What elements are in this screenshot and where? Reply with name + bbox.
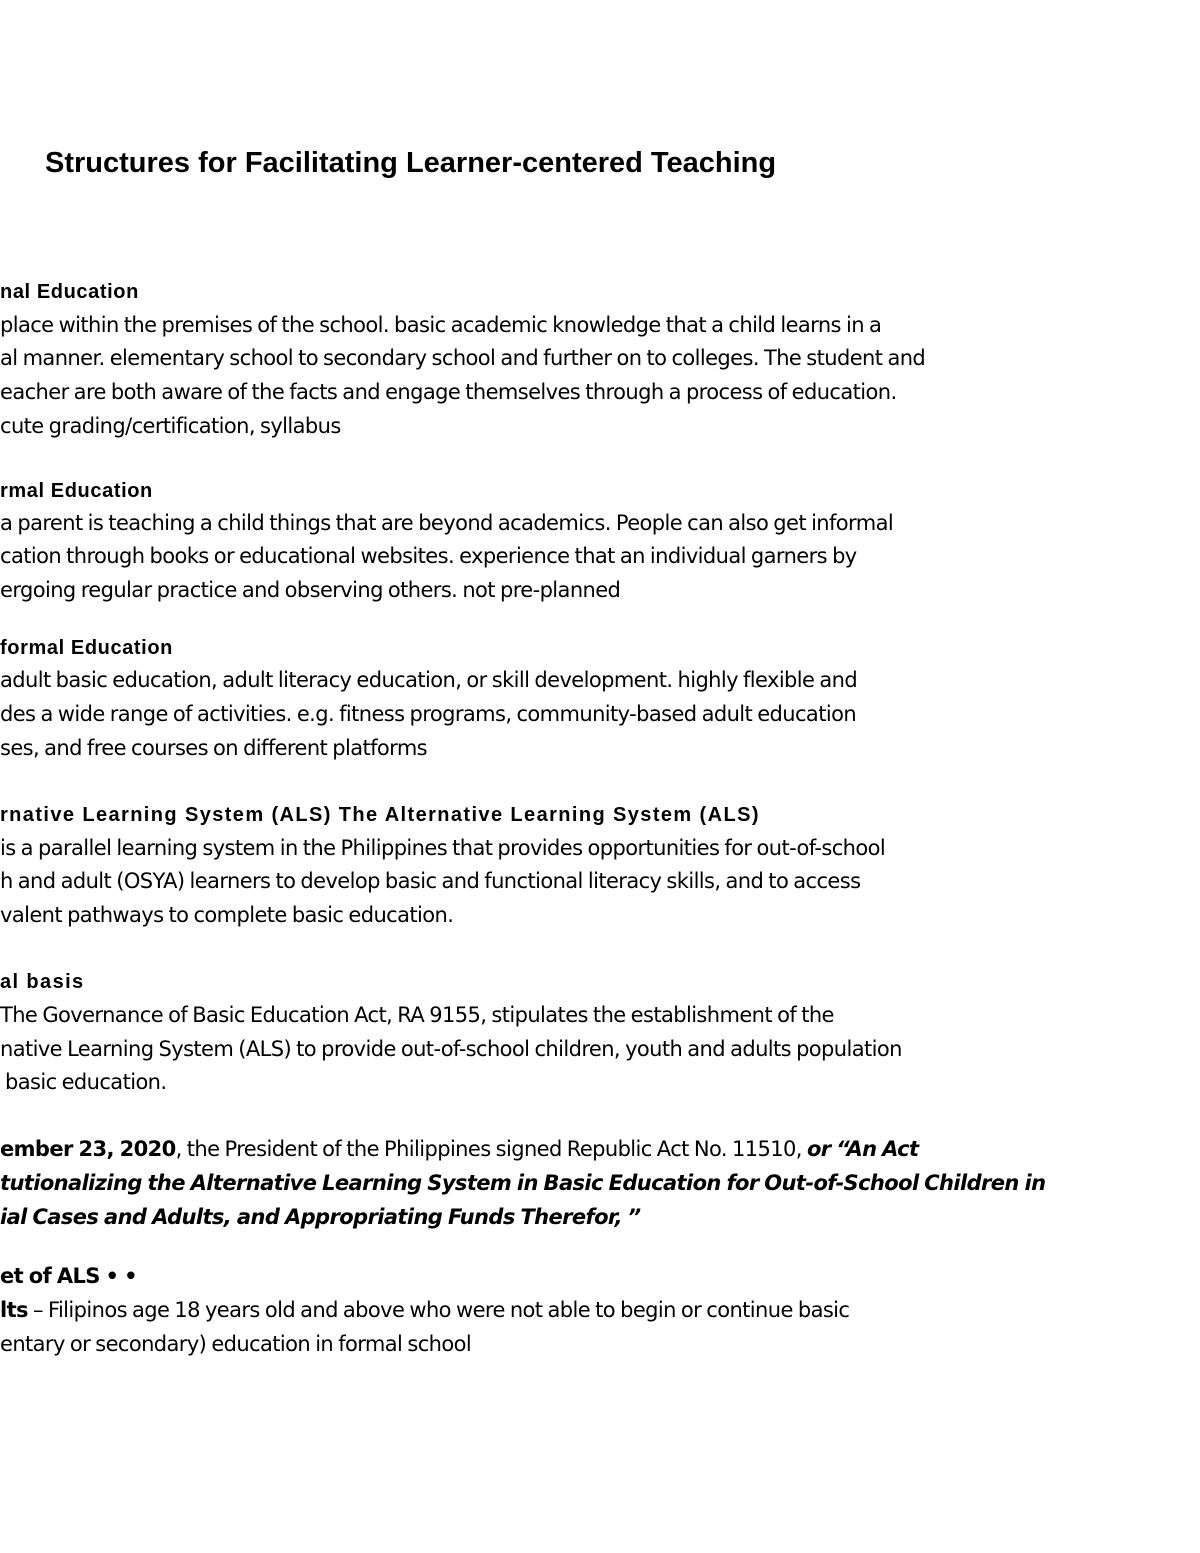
act-paragraph-line-2: tutionalizing the Alternative Learning System in Basic Education for Out-of-School Children in [0, 1171, 1046, 1195]
section-als-line-2: h and adult (OSYA) learners to develop basic and functional literacy skills, and to access [0, 869, 861, 893]
target-adults-line-1 [0, 1295, 849, 1325]
section-legal-line-3: basic education. [5, 1070, 167, 1094]
section-informal-line-1: a parent is teaching a child things that are beyond academics. People can also get informal [0, 511, 894, 535]
section-informal-line-2: cation through books or educational websites. experience that an individual garners by [0, 544, 857, 568]
act-date: ember 23, 2020 [0, 1137, 176, 1161]
section-nonformal-line-2: des a wide range of activities. e.g. fitness programs, community-based adult education [0, 702, 857, 726]
section-heading-informal: rmal Education [0, 480, 153, 502]
act-paragraph-line-1 [0, 1134, 918, 1164]
target-adults-label: lts [0, 1298, 28, 1322]
target-heading: et of ALS • • [0, 1264, 137, 1288]
section-als-line-1: is a parallel learning system in the Philippines that provides opportunities for out-of-school [0, 836, 886, 860]
act-title-start: or “An Act [806, 1137, 919, 1161]
section-formal-line-3: eacher are both aware of the facts and engage themselves through a process of education. [0, 380, 897, 404]
section-informal-line-3: ergoing regular practice and observing others. not pre-planned [0, 578, 621, 602]
section-nonformal-line-3: ses, and free courses on different platforms [0, 736, 428, 760]
section-legal-line-1: The Governance of Basic Education Act, RA 9155, stipulates the establishment of the [0, 1003, 834, 1027]
section-heading-nonformal: formal Education [0, 637, 173, 659]
target-adults-text: – Filipinos age 18 years old and above who were not able to begin or continue basic [27, 1298, 850, 1322]
section-formal-line-4: cute grading/certification, syllabus [0, 414, 341, 438]
section-als-line-3: valent pathways to complete basic education. [0, 903, 454, 927]
section-formal-line-2: al manner. elementary school to secondary school and further on to colleges. The student and [0, 346, 926, 370]
section-legal-line-2: native Learning System (ALS) to provide out-of-school children, youth and adults population [0, 1037, 902, 1061]
section-heading-legal-basis: al basis [0, 971, 85, 993]
act-paragraph-line-3: ial Cases and Adults, and Appropriating Funds Therefor, ” [0, 1205, 641, 1229]
section-heading-formal: nal Education [0, 281, 139, 303]
section-heading-als: rnative Learning System (ALS) The Alternative Learning System (ALS) [0, 804, 760, 826]
target-adults-line-2: entary or secondary) education in formal school [0, 1332, 472, 1356]
section-formal-line-1: place within the premises of the school. basic academic knowledge that a child learns in a [0, 313, 882, 337]
section-nonformal-line-1: adult basic education, adult literacy education, or skill development. highly flexible and [0, 668, 858, 692]
act-line-1-text: , the President of the Philippines signed Republic Act No. 11510, [175, 1137, 807, 1161]
page-title: Structures for Facilitating Learner-centered Teaching [45, 147, 777, 179]
